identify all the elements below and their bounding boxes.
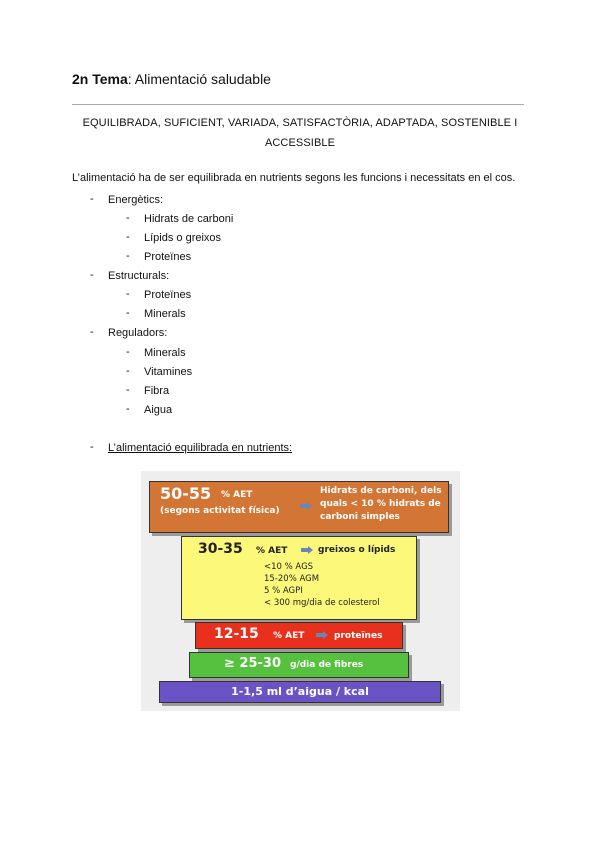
pyramid-level-fibre (189, 652, 409, 678)
group-label-reguladors: Reguladors: (108, 327, 168, 339)
title-rest: : Alimentació saludable (127, 71, 271, 87)
pyramid-level-water (159, 681, 441, 703)
list-dash: - (90, 269, 94, 281)
page-title (72, 71, 271, 87)
list-item: Proteïnes (144, 251, 192, 263)
list-dash: - (90, 326, 94, 338)
group-label-energetics: Energètics: (108, 194, 164, 206)
level1-unit: % AET (221, 490, 253, 500)
level2-line: 5 % AGPI (264, 586, 303, 596)
level3-unit: % AET (273, 631, 305, 641)
list-dash: - (126, 384, 130, 396)
level1-line: Hidrats de carboni, dels (320, 486, 442, 496)
level1-line: carboni simples (320, 512, 400, 522)
pyramid-level-fats (181, 536, 417, 620)
list-dash: - (126, 307, 130, 319)
title-bold: 2n Tema (72, 71, 128, 87)
list-dash: - (126, 231, 130, 243)
pyramid-level-carbohydrates (149, 481, 449, 533)
list-dash: - (90, 193, 94, 205)
level2-line: < 300 mg/dia de colesterol (264, 598, 380, 608)
level1-line: quals < 10 % hidrats de (320, 499, 441, 509)
level2-percent: 30-35 (198, 541, 243, 557)
level4-rest: g/dia de fibres (290, 660, 364, 670)
pyramid-level-proteins (195, 622, 403, 649)
level2-line: <10 % AGS (264, 562, 314, 572)
list-item: Aigua (144, 404, 173, 416)
level3-target: proteïnes (334, 631, 383, 641)
level1-note: (segons activitat física) (160, 506, 280, 516)
list-dash: - (126, 403, 130, 415)
balanced-heading: L’alimentació equilibrada en nutrients: (108, 442, 293, 454)
list-dash: - (126, 250, 130, 262)
arrow-icon (301, 546, 313, 554)
level1-percent: 50-55 (160, 484, 212, 503)
list-item: Fibra (144, 385, 170, 397)
list-item: Minerals (144, 308, 186, 320)
nutrient-pyramid (141, 471, 460, 711)
list-item: Vitamines (144, 366, 193, 378)
group-label-estructurals: Estructurals: (108, 270, 170, 282)
level3-percent: 12-15 (214, 626, 259, 642)
level2-line: 15-20% AGM (264, 574, 320, 584)
list-dash: - (126, 212, 130, 224)
arrow-icon (300, 502, 312, 510)
list-dash: - (126, 346, 130, 358)
list-item: Proteïnes (144, 289, 192, 301)
list-item: Hidrats de carboni (144, 213, 234, 225)
title-rule (72, 104, 524, 105)
list-item: Lípids o greixos (144, 232, 222, 244)
subtitle: EQUILIBRADA, SUFICIENT, VARIADA, SATISFACTÒRIA, ADAPTADA, SOSTENIBLE I ACCESSIBLE (82, 117, 518, 149)
level2-unit: % AET (256, 546, 288, 556)
list-dash: - (126, 288, 130, 300)
level2-target: greixos o lípids (318, 545, 396, 555)
level5-text: 1-1,5 ml d’aigua / kcal (231, 685, 369, 698)
arrow-icon (316, 631, 328, 639)
list-dash: - (90, 441, 94, 453)
intro-text: L’alimentació ha de ser equilibrada en nutrients segons les funcions i necessitats en el cos. (72, 172, 516, 184)
list-dash: - (126, 365, 130, 377)
list-item: Minerals (144, 347, 186, 359)
level4-amount: ≥ 25-30 (224, 656, 281, 671)
